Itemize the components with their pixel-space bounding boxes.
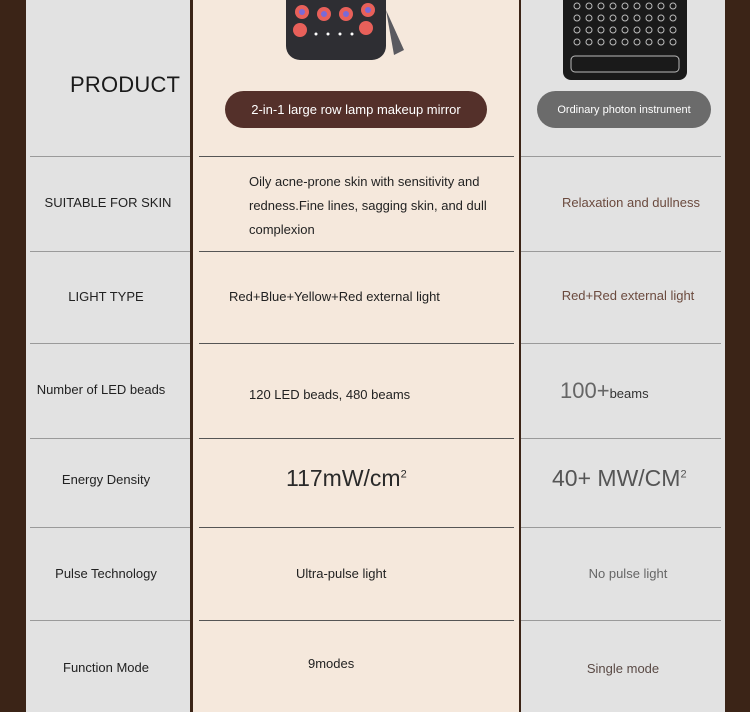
featured-energy-density-exponent: 2 [400, 468, 407, 481]
divider [30, 527, 190, 528]
divider [199, 343, 514, 344]
featured-energy-density-number: 117mW/cm [286, 465, 401, 491]
ordinary-led-beads-number: 100+ [560, 378, 610, 403]
featured-led-beads-value: 120 LED beads, 480 beams [249, 387, 411, 402]
ordinary-product-name: Ordinary photon instrument [537, 91, 711, 128]
ordinary-led-beads-value [560, 378, 670, 404]
row-label-function-mode: Function Mode [63, 660, 149, 675]
ordinary-skin-value: Relaxation and dullness [561, 195, 701, 210]
ordinary-function-mode-value: Single mode [586, 661, 660, 676]
featured-energy-density-value [286, 465, 407, 492]
featured-function-mode-value: 9modes [308, 656, 355, 671]
divider [30, 438, 190, 439]
ordinary-pulse-value: No pulse light [588, 566, 668, 581]
ordinary-light-type-value: Red+Red external light [561, 288, 695, 303]
featured-skin-value: Oily acne-prone skin with sensitivity and redness.Fine lines, sagging skin, and dull complexion [249, 174, 487, 237]
divider [521, 620, 721, 621]
featured-product-name: 2-in-1 large row lamp makeup mirror [225, 91, 487, 128]
ordinary-energy-density-number: 40+ MW/CM [552, 465, 681, 491]
divider [199, 251, 514, 252]
divider [199, 620, 514, 621]
divider [521, 251, 721, 252]
ordinary-led-beads-unit: beams [609, 386, 649, 401]
row-label-light-type: LIGHT TYPE [68, 289, 144, 304]
divider [521, 438, 721, 439]
divider [521, 156, 721, 157]
divider [199, 156, 514, 157]
divider [521, 527, 721, 528]
featured-pulse-value: Ultra-pulse light [296, 566, 387, 581]
row-label-energy-density: Energy Density [61, 472, 151, 487]
divider [30, 251, 190, 252]
label-column [26, 0, 190, 712]
divider [30, 343, 190, 344]
divider [199, 527, 514, 528]
divider [521, 343, 721, 344]
divider [30, 156, 190, 157]
row-label-skin: SUITABLE FOR SKIN [44, 195, 172, 210]
divider [199, 438, 514, 439]
led-mirror-device-icon [286, 0, 406, 60]
ordinary-energy-density-value [552, 465, 687, 492]
product-heading: PRODUCT [70, 72, 181, 97]
row-label-pulse-technology: Pulse Technology [55, 566, 157, 581]
led-panel-device-icon [563, 0, 687, 80]
ordinary-energy-density-exponent: 2 [680, 468, 687, 481]
divider [30, 620, 190, 621]
featured-light-type-value: Red+Blue+Yellow+Red external light [229, 289, 440, 304]
row-label-led-beads: Number of LED beads [36, 382, 166, 397]
